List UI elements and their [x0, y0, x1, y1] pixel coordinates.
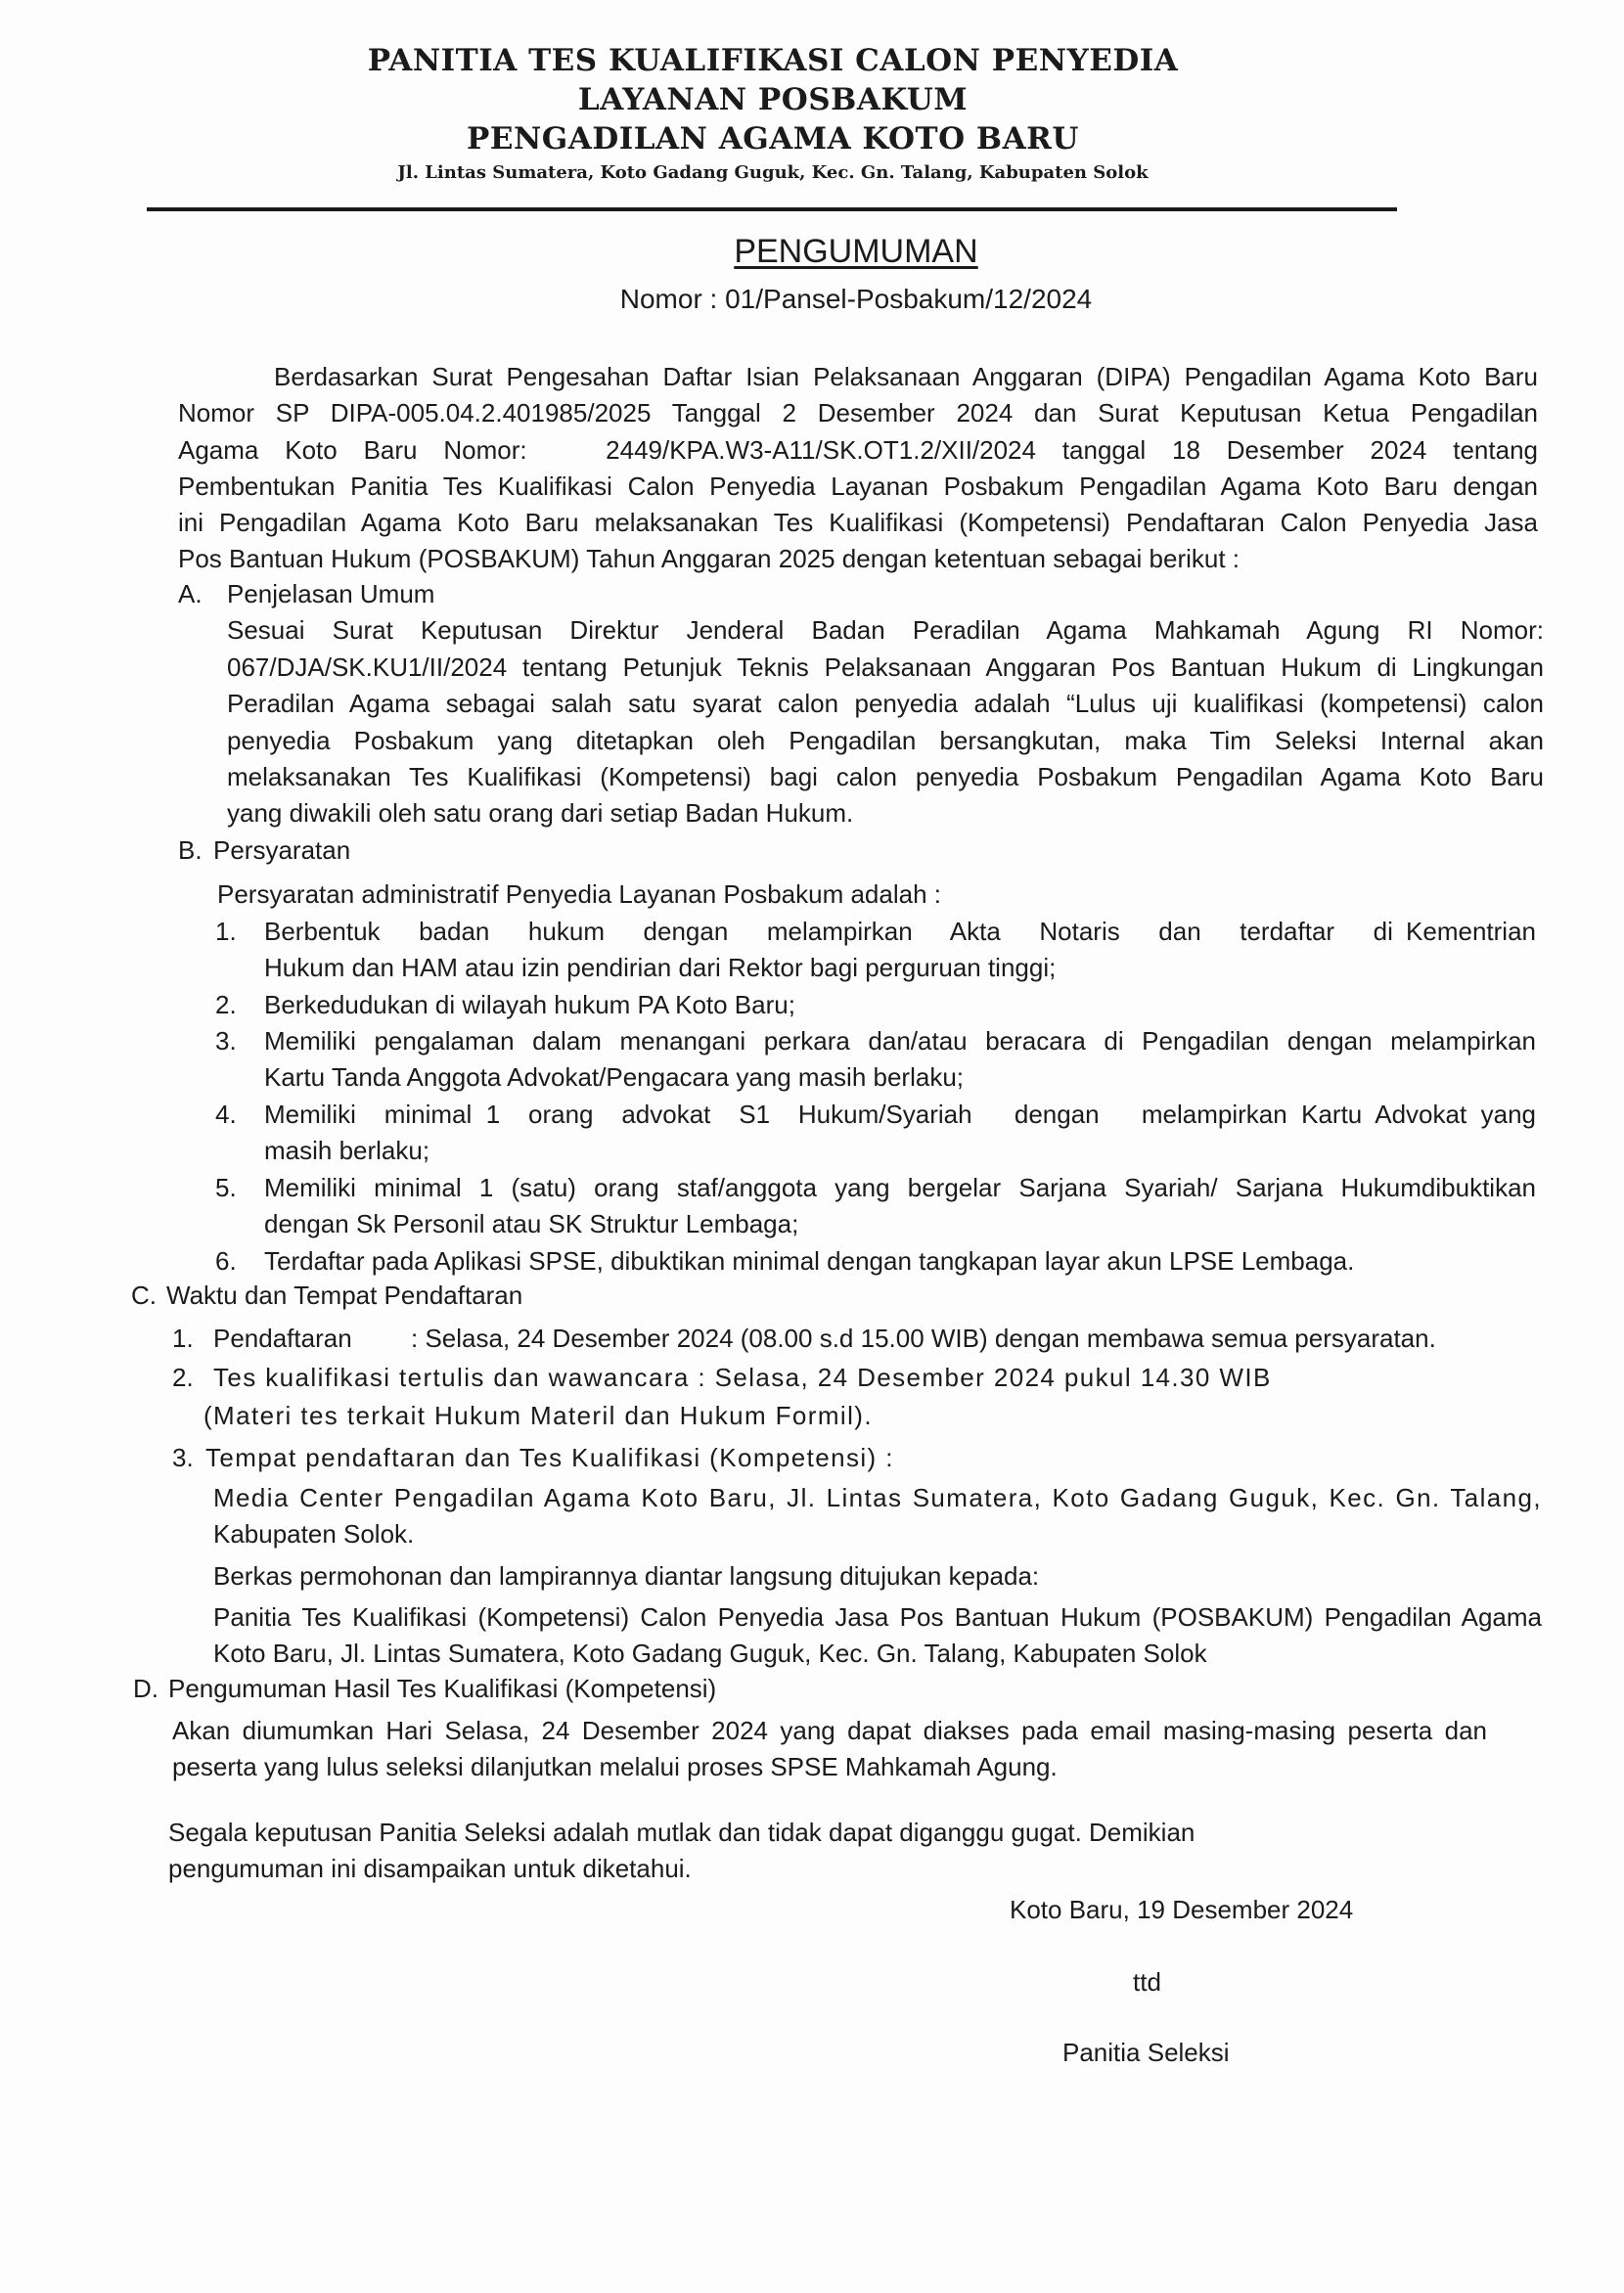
requirement-line: Memiliki minimal 1 (satu) orang staf/anggota yang bergelar Sarjana Syariah/ Sarjana Hukumdibuktikan: [264, 1173, 1536, 1202]
requirement-line: dengan Sk Personil atau SK Struktur Lembaga;: [264, 1209, 799, 1238]
submission-note: Berkas permohonan dan lampirannya diantar langsung ditujukan kepada:: [213, 1561, 1040, 1591]
list-item-number: 6.: [215, 1246, 237, 1276]
letterhead-divider: [147, 207, 1397, 211]
signer-name: Panitia Seleksi: [1062, 2038, 1230, 2067]
registration-label: Pendaftaran: [213, 1324, 352, 1353]
test-material: (Materi tes terkait Hukum Materil dan Hukum Formil).: [203, 1401, 873, 1430]
document-title: PENGUMUMAN: [734, 233, 978, 270]
requirement-line: Memiliki minimal 1 orang advokat S1 Hukum/Syariah dengan melampirkan Kartu Advokat yang: [264, 1100, 1536, 1129]
requirement-line: masih berlaku;: [264, 1136, 430, 1165]
requirement-line: Berkedudukan di wilayah hukum PA Koto Baru;: [264, 990, 795, 1019]
section-a-line: melaksanakan Tes Kualifikasi (Kompetensi) bagi calon penyedia Posbakum Pengadilan Agama Koto Baru: [227, 762, 1544, 791]
venue-line: Kabupaten Solok.: [213, 1519, 415, 1549]
section-a-line: Peradilan Agama sebagai salah satu syarat calon penyedia adalah “Lulus uji kualifikasi (kompetensi) calon: [227, 689, 1544, 718]
section-b-heading: Persyaratan: [213, 835, 351, 865]
list-item-number: 1.: [172, 1324, 194, 1353]
requirement-line: Terdaftar pada Aplikasi SPSE, dibuktikan minimal dengan tangkapan layar akun LPSE Lembaga.: [264, 1246, 1355, 1276]
place-date: Koto Baru, 19 Desember 2024: [1010, 1895, 1354, 1924]
intro-line: Nomor SP DIPA-005.04.2.401985/2025 Tanggal 2 Desember 2024 dan Surat Keputusan Ketua Pengadilan: [178, 398, 1538, 427]
list-item-number: 1.: [215, 917, 237, 946]
recipient-line: Panitia Tes Kualifikasi (Kompetensi) Calon Penyedia Jasa Pos Bantuan Hukum (POSBAKUM) Pengadilan Agama: [213, 1602, 1542, 1632]
intro-line: Pembentukan Panitia Tes Kualifikasi Calon Penyedia Layanan Posbakum Pengadilan Agama Koto Baru dengan: [178, 472, 1538, 501]
section-a-line: 067/DJA/SK.KU1/II/2024 tentang Petunjuk Teknis Pelaksanaan Anggaran Pos Bantuan Hukum di Lingkungan: [227, 652, 1544, 682]
venue-heading: Tempat pendaftaran dan Tes Kualifikasi (Kompetensi) :: [205, 1443, 894, 1472]
letterhead-line-3: PENGADILAN AGAMA KOTO BARU: [467, 121, 1079, 157]
list-item-number: 3.: [215, 1026, 237, 1056]
section-a-line: penyedia Posbakum yang ditetapkan oleh Pengadilan bersangkutan, maka Tim Seleksi Internal akan: [227, 726, 1544, 755]
intro-line: Agama Koto Baru Nomor: 2449/KPA.W3-A11/SK.OT1.2/XII/2024 tanggal 18 Desember 2024 tentang: [178, 435, 1538, 465]
recipient-line: Koto Baru, Jl. Lintas Sumatera, Koto Gadang Guguk, Kec. Gn. Talang, Kabupaten Solok: [213, 1639, 1207, 1668]
intro-line: ini Pengadilan Agama Koto Baru melaksanakan Tes Kualifikasi (Kompetensi) Pendaftaran Calon Penyedia Jasa: [178, 508, 1538, 537]
list-item-number: 2.: [215, 990, 237, 1019]
requirement-line: Kartu Tanda Anggota Advokat/Pengacara yang masih berlaku;: [264, 1062, 965, 1092]
signature-ttd: ttd: [1133, 1967, 1161, 1997]
section-d-line: peserta yang lulus seleksi dilanjutkan melalui proses SPSE Mahkamah Agung.: [172, 1752, 1058, 1781]
requirement-line: Berbentuk badan hukum dengan melampirkan Akta Notaris dan terdaftar di Kementrian: [264, 917, 1536, 946]
section-b-intro: Persyaratan administratif Penyedia Layanan Posbakum adalah :: [217, 879, 941, 909]
test-schedule: Tes kualifikasi tertulis dan wawancara : Selasa, 24 Desember 2024 pukul 14.30 WIB: [213, 1363, 1272, 1392]
closing-line: pengumuman ini disampaikan untuk diketahui.: [168, 1854, 692, 1883]
letterhead: [147, 41, 1399, 188]
list-item-number: 4.: [215, 1100, 237, 1129]
requirement-line: Memiliki pengalaman dalam menangani perkara dan/atau beracara di Pengadilan dengan melampirkan: [264, 1026, 1536, 1056]
intro-line: Pos Bantuan Hukum (POSBAKUM) Tahun Anggaran 2025 dengan ketentuan sebagai berikut :: [178, 544, 1241, 573]
registration-schedule: : Selasa, 24 Desember 2024 (08.00 s.d 15.00 WIB) dengan membawa semua persyaratan.: [411, 1324, 1436, 1353]
venue-line: Media Center Pengadilan Agama Koto Baru, Jl. Lintas Sumatera, Koto Gadang Guguk, Kec. Gn. Talang,: [213, 1483, 1542, 1512]
section-c-heading: Waktu dan Tempat Pendaftaran: [166, 1281, 523, 1310]
list-item-number: 2.: [172, 1363, 194, 1392]
list-item-number: 3.: [172, 1443, 194, 1472]
section-a-heading: Penjelasan Umum: [227, 579, 435, 608]
section-d-line: Akan diumumkan Hari Selasa, 24 Desember 2024 yang dapat diakses pada email masing-masing peserta dan: [172, 1716, 1487, 1745]
section-a-marker: A.: [178, 579, 203, 608]
section-d-heading: Pengumuman Hasil Tes Kualifikasi (Kompetensi): [168, 1674, 717, 1703]
section-a-line: Sesuai Surat Keputusan Direktur Jenderal Badan Peradilan Agama Mahkamah Agung RI Nomor:: [227, 615, 1544, 645]
section-c-marker: C.: [131, 1281, 157, 1310]
closing-line: Segala keputusan Panitia Seleksi adalah mutlak dan tidak dapat diganggu gugat. Demikian: [168, 1818, 1195, 1847]
letterhead-line-2: LAYANAN POSBAKUM: [577, 82, 969, 117]
document-number: Nomor : 01/Pansel-Posbakum/12/2024: [619, 284, 1093, 314]
section-d-marker: D.: [133, 1674, 158, 1703]
list-item-number: 5.: [215, 1173, 237, 1202]
section-b-marker: B.: [178, 835, 203, 865]
letterhead-address: Jl. Lintas Sumatera, Koto Gadang Guguk, Kec. Gn. Talang, Kabupaten Solok: [397, 162, 1149, 183]
intro-line: Berdasarkan Surat Pengesahan Daftar Isian Pelaksanaan Anggaran (DIPA) Pengadilan Agama Koto Baru: [274, 362, 1538, 391]
letterhead-line-1: PANITIA TES KUALIFIKASI CALON PENYEDIA: [367, 43, 1179, 78]
section-a-line: yang diwakili oleh satu orang dari setiap Badan Hukum.: [227, 798, 854, 828]
requirement-line: Hukum dan HAM atau izin pendirian dari Rektor bagi perguruan tinggi;: [264, 953, 1057, 982]
